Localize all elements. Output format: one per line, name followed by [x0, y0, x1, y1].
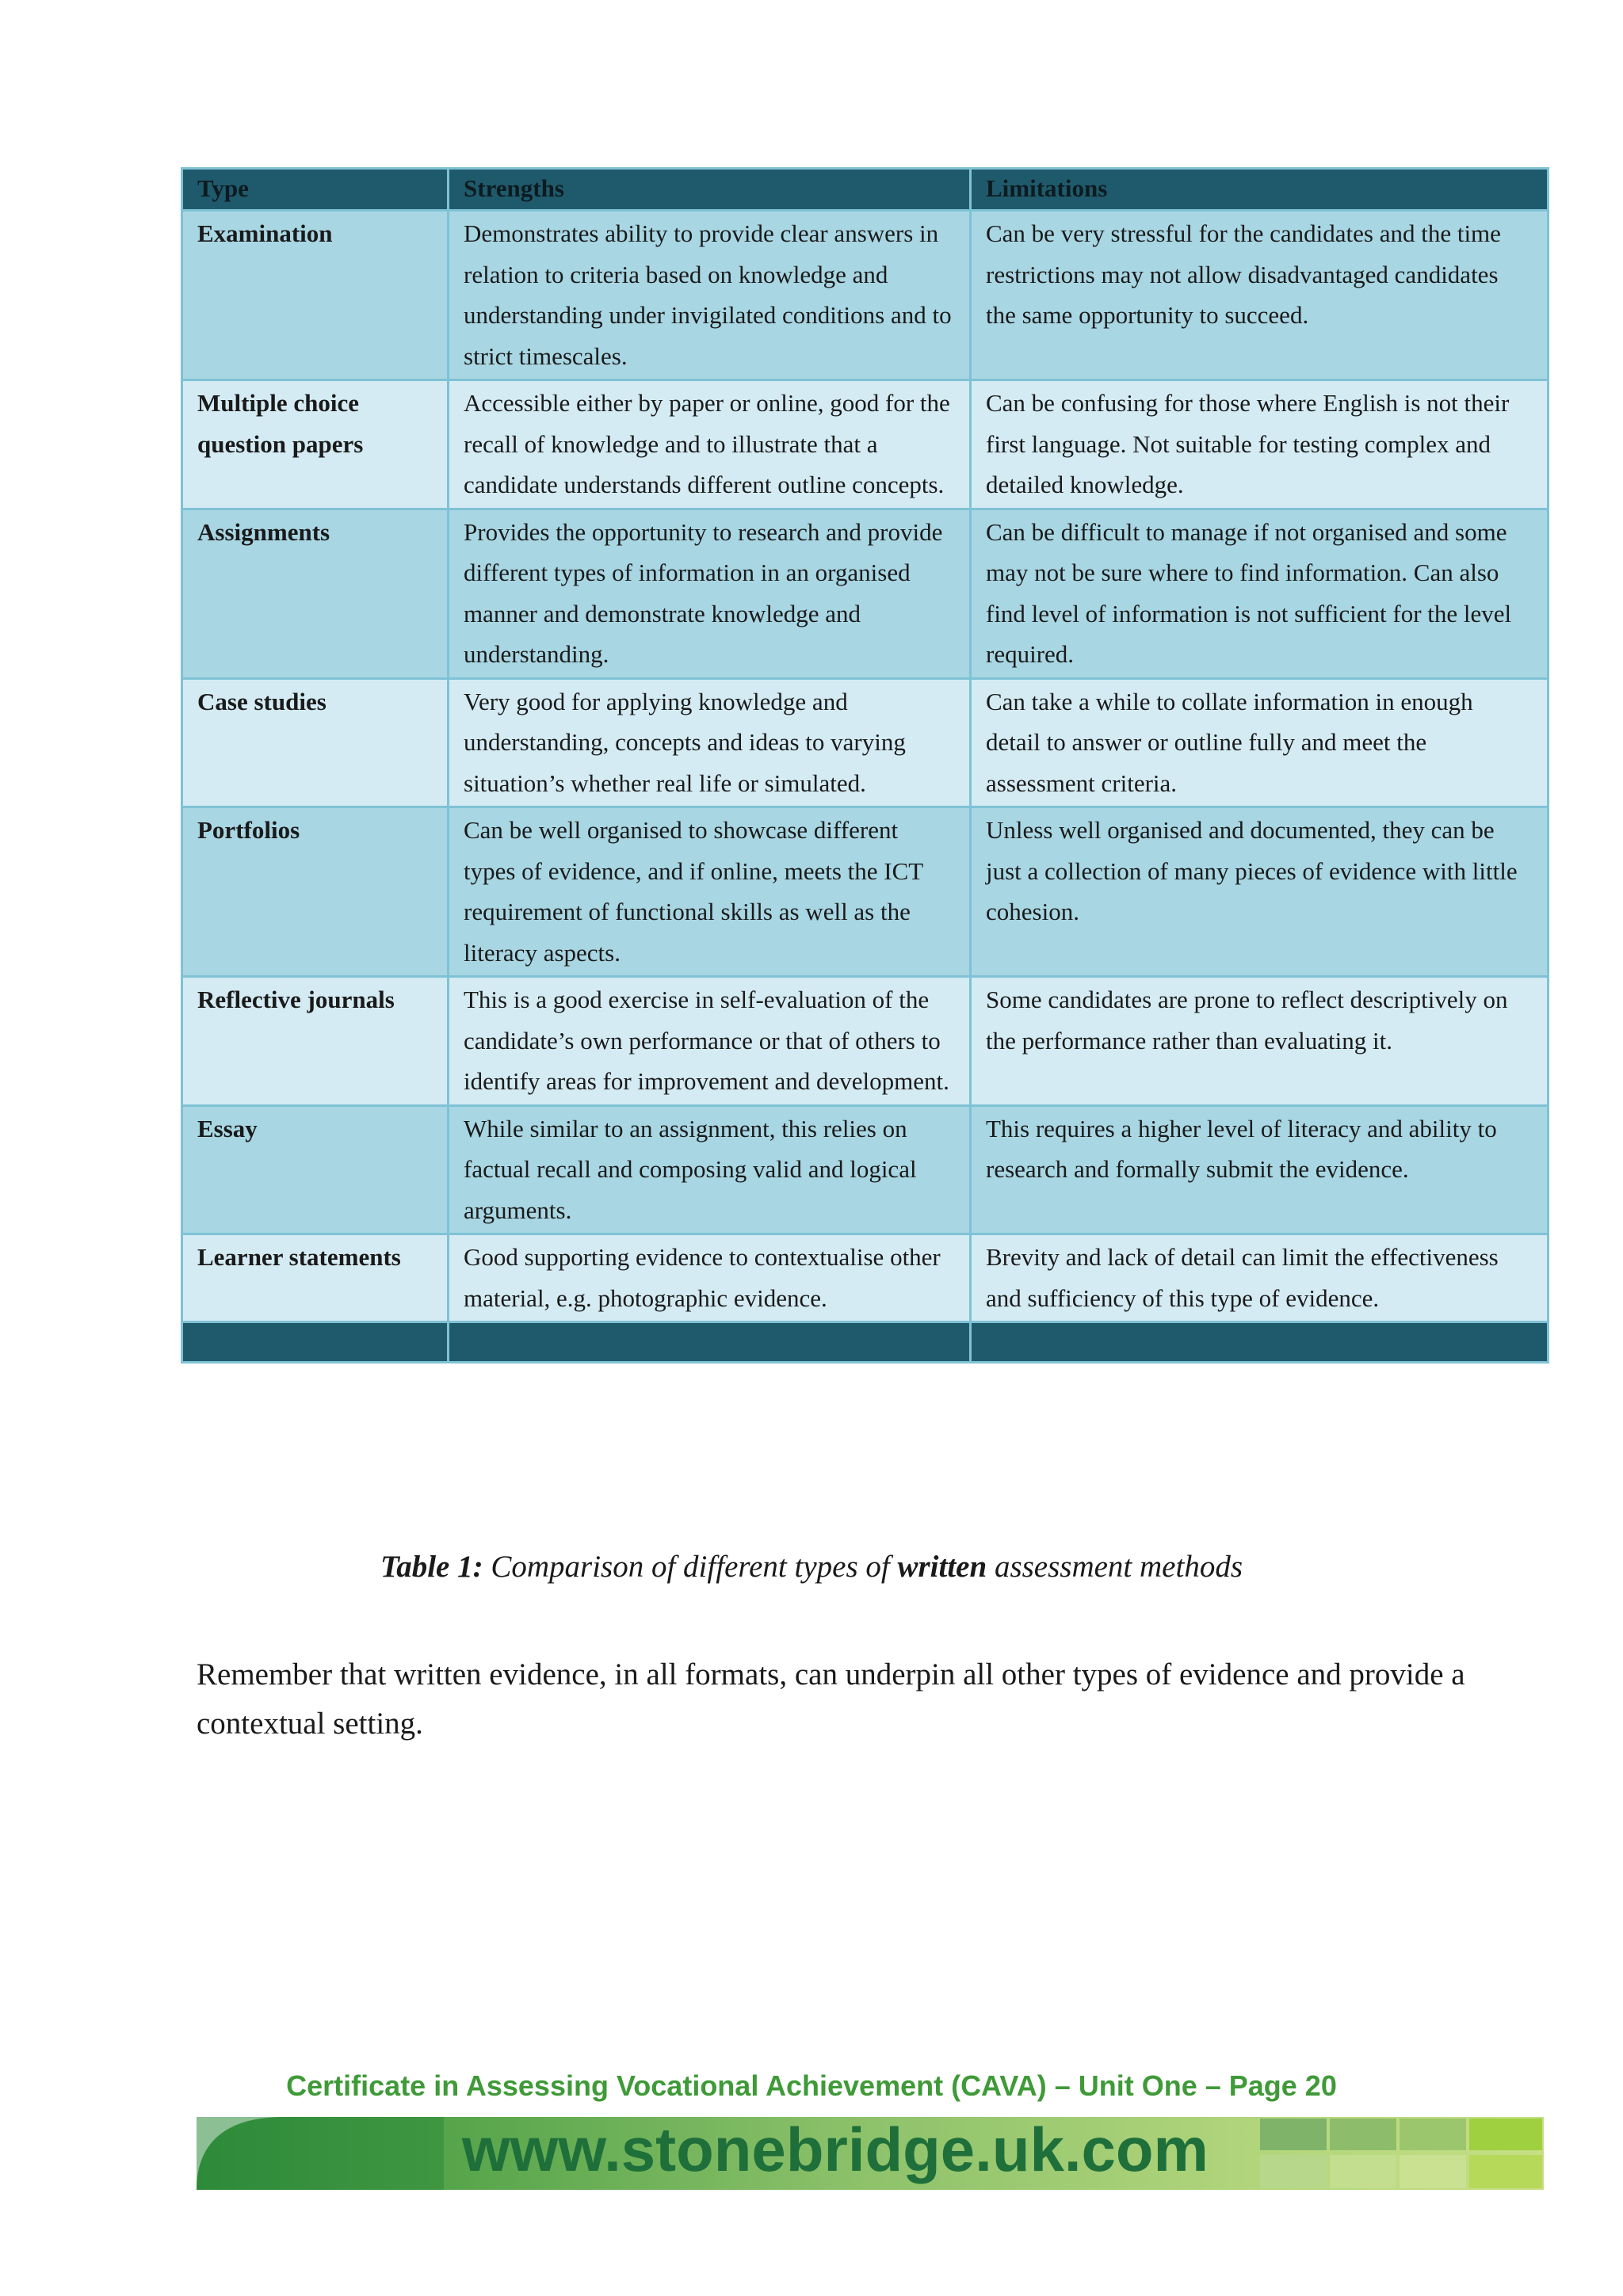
table-row: [182, 380, 1549, 509]
row-strengths: Accessible either by paper or online, good for the recall of knowledge and to illustrate that a candidate understands different outline concepts.: [449, 380, 971, 509]
table-footer-row: [182, 1322, 1549, 1363]
row-limitations: Brevity and lack of detail can limit the effectiveness and sufficiency of this type of evidence.: [971, 1234, 1549, 1322]
website-url: www.stonebridge.uk.com: [462, 2115, 1209, 2184]
row-limitations: Can take a while to collate information in enough detail to answer or outline fully and meet the assessment criteria.: [971, 678, 1549, 807]
header-type: Type: [182, 169, 449, 211]
body-paragraph: Remember that written evidence, in all formats, can underpin all other types of evidence and provide a contextual setting.: [197, 1657, 1465, 1741]
table-row: [182, 807, 1549, 977]
table-row: [182, 977, 1549, 1106]
header-limitations: Limitations: [971, 169, 1549, 211]
caption-text-before: Comparison of different types of: [483, 1550, 898, 1584]
header-strengths: Strengths: [449, 169, 971, 211]
row-strengths: This is a good exercise in self-evaluation of the candidate’s own performance or that of others to identify areas for improvement and development.: [449, 977, 971, 1106]
table-header-row: [182, 169, 1549, 211]
row-type: Multiple choice question papers: [182, 380, 449, 509]
row-limitations: This requires a higher level of literacy and ability to research and formally submit the evidence.: [971, 1105, 1549, 1234]
footer-cell: [971, 1322, 1549, 1363]
table-row: [182, 678, 1549, 807]
table-caption: [0, 1549, 1623, 1585]
footer-course-line: Certificate in Assessing Vocational Achievement (CAVA) – Unit One – Page 20: [286, 2069, 1337, 2102]
row-strengths: Very good for applying knowledge and understanding, concepts and ideas to varying situation’s whether real life or simulated.: [449, 678, 971, 807]
row-type: Examination: [182, 211, 449, 380]
table-row: [182, 1105, 1549, 1234]
row-limitations: Can be confusing for those where English is not their first language. Not suitable for testing complex and detailed knowledge.: [971, 380, 1549, 509]
row-strengths: Can be well organised to showcase different types of evidence, and if online, meets the ICT requirement of functional skills as well as the literacy aspects.: [449, 807, 971, 977]
row-strengths: Good supporting evidence to contextualise other material, e.g. photographic evidence.: [449, 1234, 971, 1322]
row-limitations: Can be very stressful for the candidates and the time restrictions may not allow disadvantaged candidates the same opportunity to succeed.: [971, 211, 1549, 380]
table-row: [182, 1234, 1549, 1322]
caption-emphasis: written: [897, 1550, 987, 1584]
table-row: [182, 211, 1549, 380]
assessment-methods-table: [181, 167, 1549, 1363]
row-limitations: Some candidates are prone to reflect descriptively on the performance rather than evaluating it.: [971, 977, 1549, 1106]
row-type: Portfolios: [182, 807, 449, 977]
row-type: Reflective journals: [182, 977, 449, 1106]
row-strengths: While similar to an assignment, this relies on factual recall and composing valid and logical arguments.: [449, 1105, 971, 1234]
footer-cell: [182, 1322, 449, 1363]
row-strengths: Demonstrates ability to provide clear answers in relation to criteria based on knowledge and understanding under invigilated conditions and to strict timescales.: [449, 211, 971, 380]
row-type: Essay: [182, 1105, 449, 1234]
caption-text-after: assessment methods: [987, 1550, 1243, 1584]
row-type: Learner statements: [182, 1234, 449, 1322]
row-type: Assignments: [182, 509, 449, 678]
footer-cell: [449, 1322, 971, 1363]
footer-banner: [197, 2117, 1544, 2190]
row-limitations: Can be difficult to manage if not organised and some may not be sure where to find information. Can also find level of information is not sufficient for the level required.: [971, 509, 1549, 678]
row-limitations: Unless well organised and documented, they can be just a collection of many pieces of evidence with little cohesion.: [971, 807, 1549, 977]
row-strengths: Provides the opportunity to research and provide different types of information in an organised manner and demonstrate knowledge and understanding.: [449, 509, 971, 678]
table-row: [182, 509, 1549, 678]
caption-label: Table 1:: [380, 1550, 483, 1584]
row-type: Case studies: [182, 678, 449, 807]
